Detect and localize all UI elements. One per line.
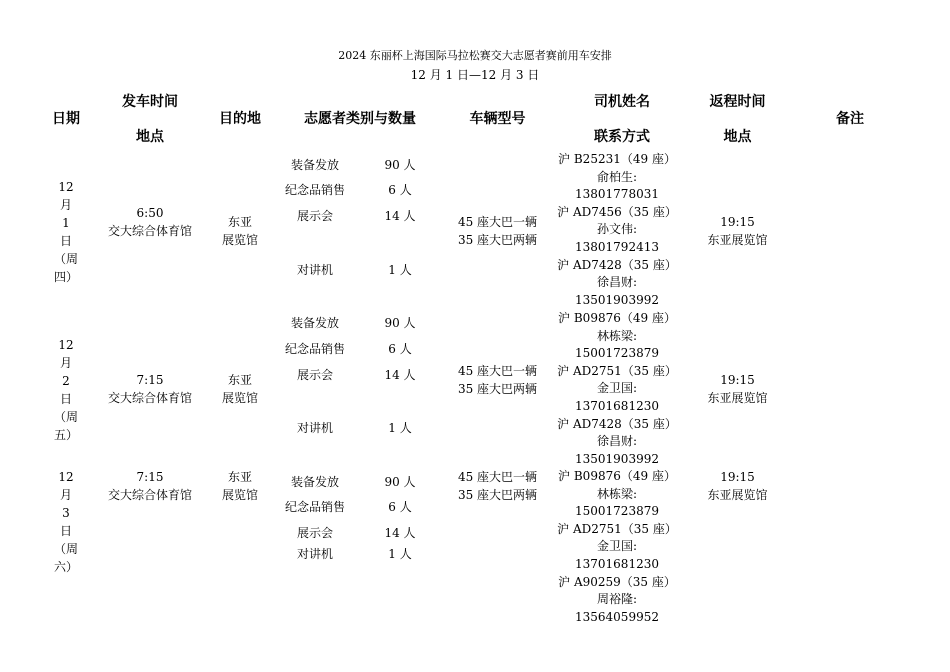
day1-vol-type: 装备发放 xyxy=(290,158,339,172)
day2-vol-type: 对讲机 xyxy=(296,421,333,435)
header-vehicle: 车辆型号 xyxy=(469,111,526,127)
driver-line: 沪 AD7456（35 座） xyxy=(557,204,677,219)
day1-vol-type: 对讲机 xyxy=(296,263,333,277)
date-line: 12 xyxy=(58,180,74,194)
driver-line: 林栋梁: xyxy=(596,328,638,343)
day3-vol-type: 对讲机 xyxy=(296,547,333,561)
date-line: （周 xyxy=(53,410,78,424)
driver-line: 13701681230 xyxy=(575,556,659,571)
day2-dest-line1: 东亚 xyxy=(227,373,252,387)
driver-line: 金卫国: xyxy=(596,381,638,396)
date-line: 2 xyxy=(62,374,70,388)
driver-line: 周裕隆: xyxy=(596,592,638,607)
date-line: 日 xyxy=(59,234,72,248)
header-return-time: 返程时间 xyxy=(709,94,766,110)
header-volunteer: 志愿者类别与数量 xyxy=(304,111,416,127)
day1-date xyxy=(51,178,81,286)
document-title: 2024 东丽杯上海国际马拉松赛交大志愿者赛前用车安排 xyxy=(338,49,612,62)
driver-line: 沪 AD2751（35 座） xyxy=(557,521,677,536)
driver-line: 沪 B09876（49 座） xyxy=(558,311,676,325)
day2-dest-line2: 展览馆 xyxy=(221,391,258,405)
day1-return-time: 19:15 xyxy=(720,215,755,229)
day2-date xyxy=(51,336,81,444)
header-date: 日期 xyxy=(52,111,80,127)
day2-depart-time: 7:15 xyxy=(136,373,164,387)
day3-vol-count: 6 人 xyxy=(388,500,412,514)
day2-depart-place: 交大综合体育馆 xyxy=(107,391,192,405)
date-line: 日 xyxy=(59,524,72,538)
day3-drivers xyxy=(547,468,687,626)
driver-line: 沪 B25231（49 座） xyxy=(558,152,676,166)
date-line: 六） xyxy=(53,560,78,574)
driver-line: 沪 A90259（35 座） xyxy=(558,574,676,589)
driver-line: 徐昌财: xyxy=(596,434,638,449)
driver-line: 沪 B09876（49 座） xyxy=(558,469,676,483)
day2-vol-count: 14 人 xyxy=(384,368,416,382)
driver-line: 俞柏生: xyxy=(596,169,638,184)
driver-line: 13801792413 xyxy=(575,239,659,254)
header-driver-name: 司机姓名 xyxy=(594,94,650,110)
day1-return-place: 东亚展览馆 xyxy=(707,233,768,247)
day3-vol-type: 装备发放 xyxy=(290,475,339,489)
header-destination: 目的地 xyxy=(219,111,261,127)
day2-vol-count: 90 人 xyxy=(384,316,416,330)
header-depart-place: 地点 xyxy=(136,129,164,145)
day3-vehicle-line1: 45 座大巴一辆 xyxy=(457,470,538,484)
day1-vol-type: 纪念品销售 xyxy=(284,183,345,197)
header-return-place: 地点 xyxy=(723,129,752,145)
driver-line: 林栋梁: xyxy=(596,486,638,501)
day2-return-place: 东亚展览馆 xyxy=(707,391,768,405)
day2-drivers xyxy=(547,310,687,468)
driver-line: 15001723879 xyxy=(575,346,659,361)
day3-vol-type: 展示会 xyxy=(296,526,333,540)
day2-vol-count: 6 人 xyxy=(388,342,412,356)
day3-date xyxy=(51,468,81,576)
day3-return-time: 19:15 xyxy=(720,470,755,484)
driver-line: 孙文伟: xyxy=(596,222,638,237)
day1-vol-count: 1 人 xyxy=(388,263,412,277)
day3-vol-count: 90 人 xyxy=(384,475,416,489)
driver-line: 13501903992 xyxy=(575,451,659,466)
day1-depart-time: 6:50 xyxy=(136,206,164,220)
driver-line: 徐昌财: xyxy=(596,275,638,290)
day3-vol-type: 纪念品销售 xyxy=(284,500,345,514)
day2-vol-type: 展示会 xyxy=(296,368,333,382)
driver-line: 金卫国: xyxy=(596,539,638,554)
day2-vehicle-line1: 45 座大巴一辆 xyxy=(457,364,538,378)
day1-vol-count: 90 人 xyxy=(384,158,416,172)
day2-vehicle-line2: 35 座大巴两辆 xyxy=(457,382,538,396)
header-depart-time: 发车时间 xyxy=(122,94,178,110)
day1-vol-type: 展示会 xyxy=(296,209,333,223)
date-line: 12 xyxy=(58,338,74,352)
driver-line: 15001723879 xyxy=(575,504,659,519)
day2-vol-count: 1 人 xyxy=(388,421,412,435)
driver-line: 沪 AD2751（35 座） xyxy=(557,363,677,378)
date-line: 月 xyxy=(59,488,72,502)
date-line: 四） xyxy=(53,270,78,284)
day3-vol-count: 1 人 xyxy=(388,547,412,561)
day1-vol-count: 6 人 xyxy=(388,183,412,197)
date-line: （周 xyxy=(53,542,78,556)
date-line: 日 xyxy=(59,392,72,406)
date-line: 12 xyxy=(58,470,74,484)
day3-dest-line1: 东亚 xyxy=(227,470,252,484)
driver-line: 13564059952 xyxy=(575,609,659,624)
date-line: 月 xyxy=(59,198,72,212)
header-remarks: 备注 xyxy=(836,111,864,127)
document-subtitle: 12 月 1 日—12 月 3 日 xyxy=(410,68,540,82)
date-line: 五） xyxy=(53,428,78,442)
day3-vehicle-line2: 35 座大巴两辆 xyxy=(457,488,538,502)
date-line: 1 xyxy=(62,216,70,230)
day3-vol-count: 14 人 xyxy=(384,526,416,540)
day1-vehicle-line2: 35 座大巴两辆 xyxy=(457,233,538,247)
day2-vol-type: 纪念品销售 xyxy=(284,342,345,356)
day1-vol-count: 14 人 xyxy=(384,209,416,223)
day3-depart-time: 7:15 xyxy=(136,470,164,484)
day1-drivers xyxy=(547,151,687,309)
date-line: 3 xyxy=(62,506,70,520)
day2-return-time: 19:15 xyxy=(720,373,755,387)
driver-line: 沪 AD7428（35 座） xyxy=(557,416,677,431)
driver-line: 13501903992 xyxy=(575,292,659,307)
driver-line: 13801778031 xyxy=(575,187,659,202)
date-line: 月 xyxy=(59,356,72,370)
day2-vol-type: 装备发放 xyxy=(290,316,339,330)
driver-line: 沪 AD7428（35 座） xyxy=(557,257,677,272)
day3-return-place: 东亚展览馆 xyxy=(707,488,768,502)
day3-dest-line2: 展览馆 xyxy=(221,488,258,502)
day1-dest-line1: 东亚 xyxy=(227,215,252,229)
driver-line: 13701681230 xyxy=(575,398,659,413)
day1-dest-line2: 展览馆 xyxy=(221,233,258,247)
header-driver-contact: 联系方式 xyxy=(594,129,650,145)
date-line: （周 xyxy=(53,252,78,266)
day1-depart-place: 交大综合体育馆 xyxy=(107,224,192,238)
day3-depart-place: 交大综合体育馆 xyxy=(107,488,192,502)
day1-vehicle-line1: 45 座大巴一辆 xyxy=(457,215,538,229)
